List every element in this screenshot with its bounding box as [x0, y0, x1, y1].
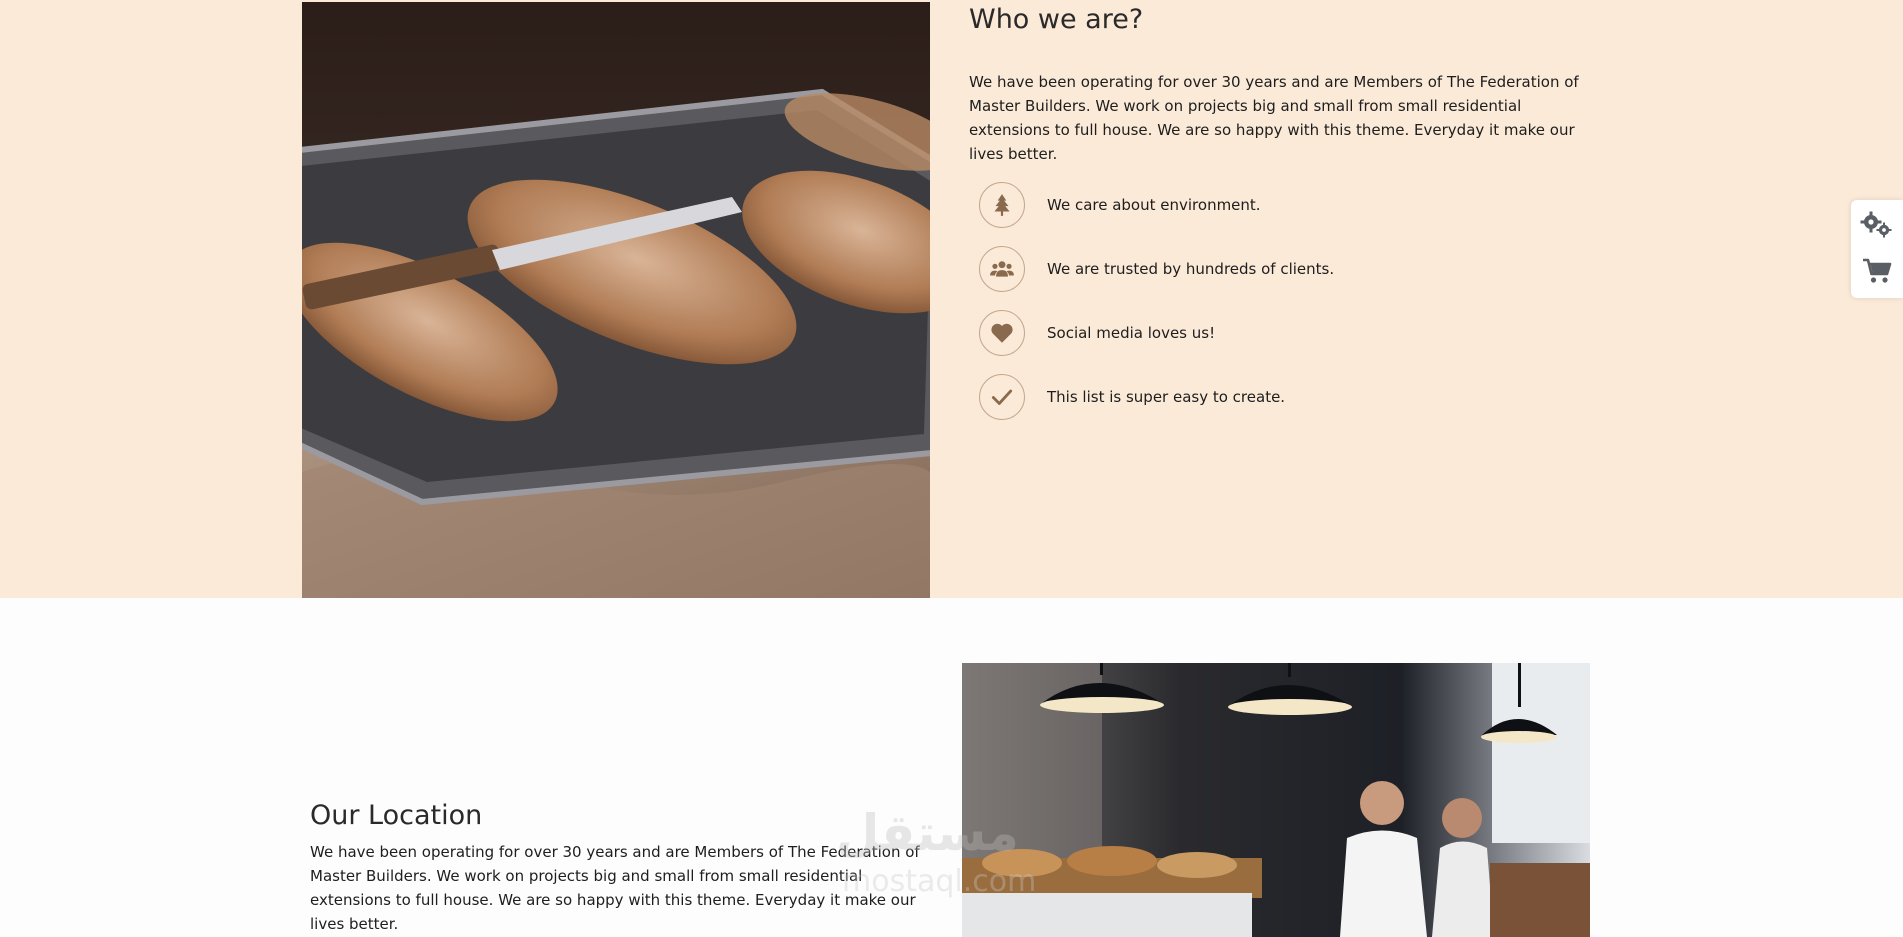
gears-icon	[1860, 210, 1894, 240]
feature-item	[969, 246, 1609, 292]
feature-label: We are trusted by hundreds of clients.	[1047, 260, 1335, 278]
bread-tray-image	[302, 2, 930, 598]
about-description: We have been operating for over 30 years and are Members of The Federation of Master Builders. We work on projects big and small from small residential extensions to full house. We are so happy with this theme. Everyday it make our lives better.	[969, 73, 1579, 163]
cart-button[interactable]	[1851, 248, 1903, 294]
watermark-latin: mostaql.com	[842, 864, 1037, 899]
feature-item	[969, 374, 1609, 420]
feature-label: Social media loves us!	[1047, 324, 1216, 342]
about-content	[969, 0, 1609, 438]
bread-tray-illustration	[302, 2, 930, 598]
feature-list	[969, 182, 1609, 420]
settings-button[interactable]	[1851, 202, 1903, 248]
watermark-arabic: مستقل	[836, 804, 1019, 862]
bakery-shop-illustration	[962, 663, 1590, 937]
side-widget	[1851, 200, 1903, 298]
feature-label: This list is super easy to create.	[1047, 388, 1286, 406]
cart-icon	[1862, 257, 1892, 285]
check-icon	[979, 374, 1025, 420]
about-title: Who we are?	[969, 4, 1144, 35]
bakery-shop-image	[962, 663, 1590, 937]
heart-icon	[979, 310, 1025, 356]
tree-icon	[979, 182, 1025, 228]
location-title: Our Location	[310, 800, 483, 831]
users-icon	[979, 246, 1025, 292]
location-description: We have been operating for over 30 years and are Members of The Federation of Master Builders. We work on projects big and small from small residential extensions to full house. We are so happy with this theme. Everyday it make our lives better.	[310, 843, 920, 933]
feature-label: We care about environment.	[1047, 196, 1261, 214]
location-content	[310, 800, 950, 936]
feature-item	[969, 310, 1609, 356]
feature-item	[969, 182, 1609, 228]
